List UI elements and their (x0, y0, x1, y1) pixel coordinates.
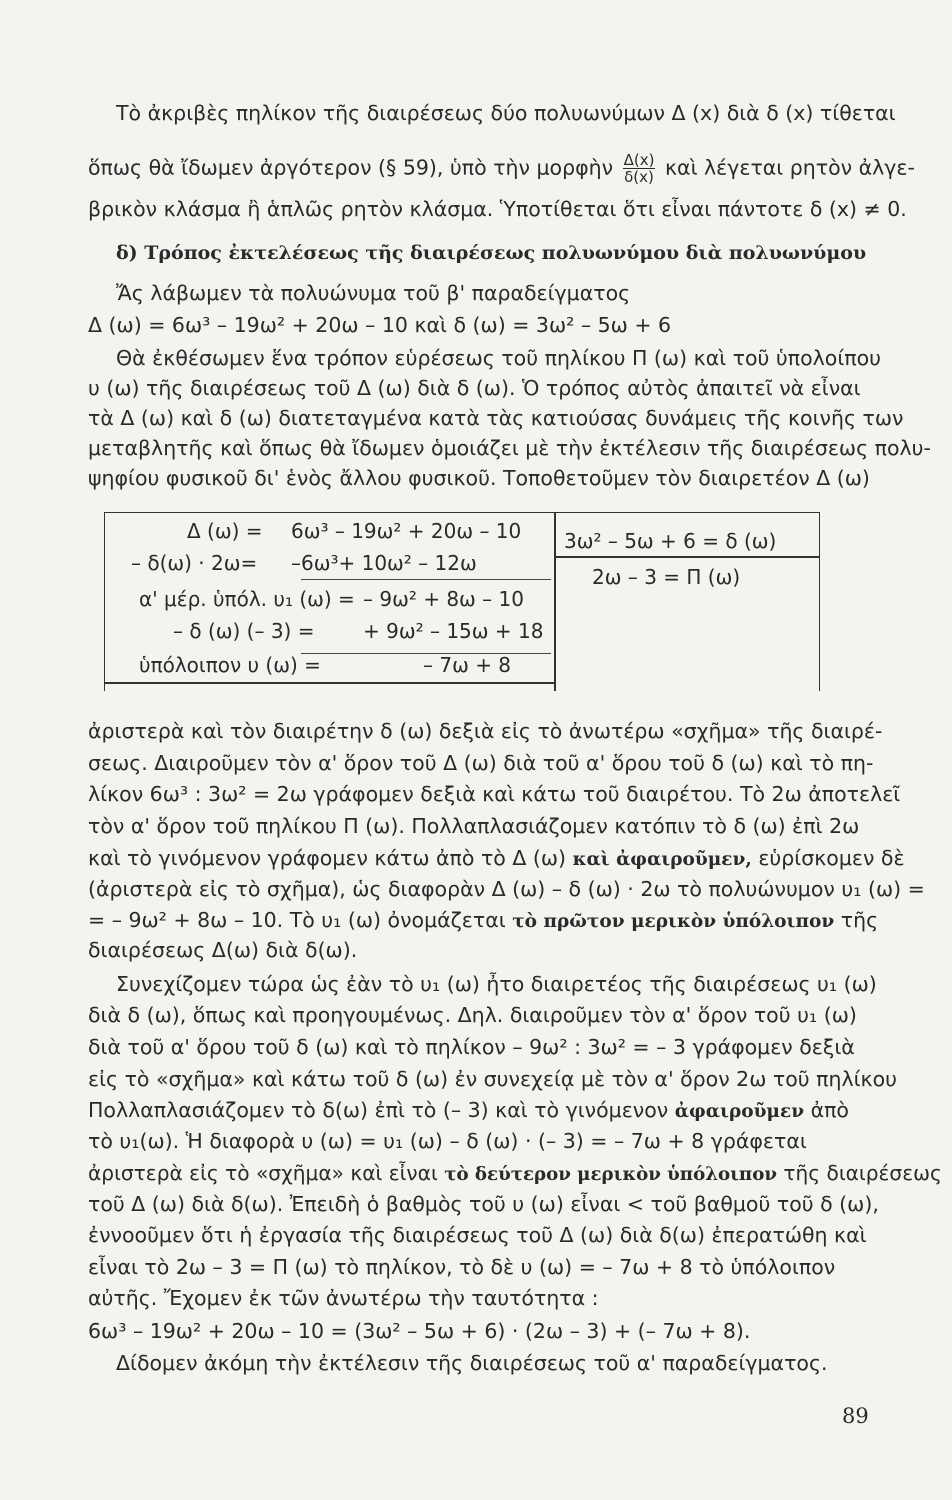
fraction-denominator: δ(x) (624, 168, 654, 186)
text-segment: ἀριστερὰ εἰς τὸ «σχῆμα» καὶ εἶναι (88, 1161, 438, 1185)
paragraph-line: Συνεχίζομεν τώρα ὡς ἐὰν τὸ υ₁ (ω) ἦτο διαιρετέος τῆς διαιρέσεως υ₁ (ω) (116, 972, 877, 996)
paragraph-line (88, 1160, 942, 1188)
paragraph-line: Δίδομεν ἀκόμη τὴν ἐκτέλεσιν τῆς διαιρέσεως τοῦ α' παραδείγματος. (116, 1351, 828, 1375)
equation-line: Δ (ω) = 6ω³ – 19ω² + 20ω – 10 καὶ δ (ω) = 3ω² – 5ω + 6 (88, 313, 672, 337)
paragraph-line (88, 907, 878, 935)
scheme-bottom-rule (105, 682, 554, 684)
paragraph-line: τὰ Δ (ω) καὶ δ (ω) διατεταγμένα κατὰ τὰς κατιούσας δυνάμεις τῆς κοινῆς των (88, 406, 904, 430)
paragraph-line: ἐννοοῦμεν ὅτι ἡ ἐργασία τῆς διαιρέσεως τοῦ Δ (ω) διὰ δ(ω) ἐπερατώθη καὶ (88, 1223, 867, 1247)
paragraph-line: μεταβλητῆς καὶ ὅπως θὰ ἴδωμεν ὁμοιάζει μὲ τὴν ἐκτέλεσιν τῆς διαιρέσεως πολυ- (88, 436, 931, 460)
paragraph-line: ψηφίου φυσικοῦ δι' ἑνὸς ἄλλου φυσικοῦ. Τοποθετοῦμεν τὸν διαιρετέον Δ (ω) (88, 466, 870, 490)
paragraph-line: διὰ δ (ω), ὅπως καὶ προηγουμένως. Δηλ. διαιροῦμεν τὸν α' ὅρον τοῦ υ₁ (ω) (88, 1003, 857, 1027)
scheme-row-value: + 9ω² – 15ω + 18 (363, 619, 544, 643)
paragraph-line (88, 1097, 849, 1125)
paragraph-line: αὐτῆς. Ἔχομεν ἐκ τῶν ἀνωτέρω τὴν ταυτότητα : (88, 1286, 599, 1310)
text-segment: Πολλαπλασιάζομεν τὸ δ(ω) ἐπὶ τὸ (– 3) καὶ τὸ γινόμενον (88, 1098, 669, 1122)
paragraph-line: διὰ τοῦ α' ὅρου τοῦ δ (ω) καὶ τὸ πηλίκον – 9ω² : 3ω² = – 3 γράφομεν δεξιὰ (88, 1035, 855, 1059)
scheme-row-label: – δ(ω) · 2ω= (131, 551, 258, 575)
paragraph-line: εἶναι τὸ 2ω – 3 = Π (ω) τὸ πηλίκον, τὸ δὲ υ (ω) = – 7ω + 8 τὸ ὑπόλοιπον (88, 1255, 836, 1279)
fraction (623, 152, 656, 185)
paragraph-line: τοῦ Δ (ω) διὰ δ(ω). Ἐπειδὴ ὁ βαθμὸς τοῦ υ (ω) εἶναι < τοῦ βαθμοῦ τοῦ δ (ω), (88, 1192, 879, 1216)
text-segment: τῆς διαιρέσεως (783, 1161, 942, 1185)
scheme-row-label: α' μέρ. ὑπόλ. υ₁ (ω) = (139, 587, 355, 611)
text-segment: ὅπως θὰ ἴδωμεν ἀργότερον (§ 59), ὑπὸ τὴν μορφὴν (88, 155, 614, 180)
divisor-underline (556, 556, 819, 558)
fraction-numerator: Δ(x) (623, 151, 655, 169)
paragraph-line: Θὰ ἐκθέσωμεν ἕνα τρόπον εὑρέσεως τοῦ πηλίκου Π (ω) καὶ τοῦ ὑπολοίπου (116, 346, 882, 370)
identity-equation: 6ω³ – 19ω² + 20ω – 10 = (3ω² – 5ω + 6) · (2ω – 3) + (– 7ω + 8). (88, 1319, 751, 1343)
remainder-value: – 7ω + 8 (423, 653, 512, 677)
division-scheme (104, 512, 820, 691)
text-segment: ἀπὸ (810, 1098, 849, 1122)
paragraph-line: τὸν α' ὅρον τοῦ πηλίκου Π (ω). Πολλαπλασιάζομεν κατόπιν τὸ δ (ω) ἐπὶ 2ω (88, 814, 860, 838)
dividend-value: 6ω³ – 19ω² + 20ω – 10 (291, 519, 522, 543)
bold-term: τὸ δεύτερον μερικὸν ὑπόλοιπον (444, 1164, 777, 1185)
paragraph-line: εἰς τὸ «σχῆμα» καὶ κάτω τοῦ δ (ω) ἐν συνεχείᾳ μὲ τὸν α' ὅρον 2ω τοῦ πηλίκου (88, 1067, 898, 1091)
paragraph-line-with-fraction (88, 152, 915, 185)
paragraph-line: υ (ω) τῆς διαιρέσεως τοῦ Δ (ω) διὰ δ (ω). Ὁ τρόπος αὐτὸς ἀπαιτεῖ νὰ εἶναι (88, 376, 861, 400)
text-segment: καὶ τὸ γινόμενον γράφομεν κάτω ἀπὸ τὸ Δ (ω) (88, 846, 567, 870)
scheme-row-value: – 9ω² + 8ω – 10 (363, 587, 524, 611)
paragraph-line: (ἀριστερὰ εἰς τὸ σχῆμα), ὡς διαφορὰν Δ (ω) – δ (ω) · 2ω τὸ πολυώνυμον υ₁ (ω) = (88, 877, 925, 901)
text-segment: = – 9ω² + 8ω – 10. Τὸ υ₁ (ω) ὀνομάζεται (88, 908, 506, 932)
remainder-label: ὑπόλοιπον υ (ω) = (139, 653, 321, 677)
text-segment: καὶ λέγεται ρητὸν ἀλγε- (664, 155, 915, 180)
bold-term: ἀφαιροῦμεν (674, 1101, 805, 1122)
paragraph-line (88, 845, 905, 873)
text-segment: εὑρίσκομεν δὲ (758, 846, 905, 870)
paragraph-line: λίκον 6ω³ : 3ω² = 2ω γράφομεν δεξιὰ καὶ κάτω τοῦ διαιρέτου. Τὸ 2ω ἀποτελεῖ (88, 782, 901, 806)
dividend-label: Δ (ω) = (187, 519, 263, 543)
page-number: 89 (842, 1404, 869, 1428)
subtraction-underline (301, 579, 551, 580)
paragraph-line: βρικὸν κλάσμα ἢ ἁπλῶς ρητὸν κλάσμα. Ὑποτίθεται ὅτι εἶναι πάντοτε δ (x) ≠ 0. (88, 197, 907, 221)
paragraph-line: Ἄς λάβωμεν τὰ πολυώνυμα τοῦ β' παραδείγματος (116, 281, 631, 305)
text-segment: τῆς (840, 908, 879, 932)
paragraph-line: τὸ υ₁(ω). Ἡ διαφορὰ υ (ω) = υ₁ (ω) – δ (ω) · (– 3) = – 7ω + 8 γράφεται (88, 1129, 807, 1153)
scheme-vertical-rule (554, 513, 556, 691)
paragraph-line: σεως. Διαιροῦμεν τὸν α' ὅρον τοῦ Δ (ω) διὰ τοῦ α' ὅρου τοῦ δ (ω) καὶ τὸ πη- (88, 751, 874, 775)
bold-term: καὶ ἀφαιροῦμεν, (572, 849, 752, 870)
bold-term: τὸ πρῶτον μερικὸν ὑπόλοιπον (512, 911, 835, 932)
paragraph-line: διαιρέσεως Δ(ω) διὰ δ(ω). (88, 938, 358, 962)
paragraph-line: Τὸ ἀκριβὲς πηλίκον τῆς διαιρέσεως δύο πολυωνύμων Δ (x) διὰ δ (x) τίθεται (116, 101, 896, 125)
paragraph-line: ἀριστερὰ καὶ τὸν διαιρέτην δ (ω) δεξιὰ εἰς τὸ ἀνωτέρω «σχῆμα» τῆς διαιρέ- (88, 719, 883, 743)
quotient: 2ω – 3 = Π (ω) (592, 565, 741, 589)
divisor: 3ω² – 5ω + 6 = δ (ω) (564, 529, 777, 553)
scheme-row-value: –6ω³+ 10ω² – 12ω (291, 551, 477, 575)
section-heading: δ) Τρόπος ἐκτελέσεως τῆς διαιρέσεως πολυωνύμου διὰ πολυωνύμου (116, 242, 867, 264)
scheme-row-label: – δ (ω) (– 3) = (173, 619, 315, 643)
